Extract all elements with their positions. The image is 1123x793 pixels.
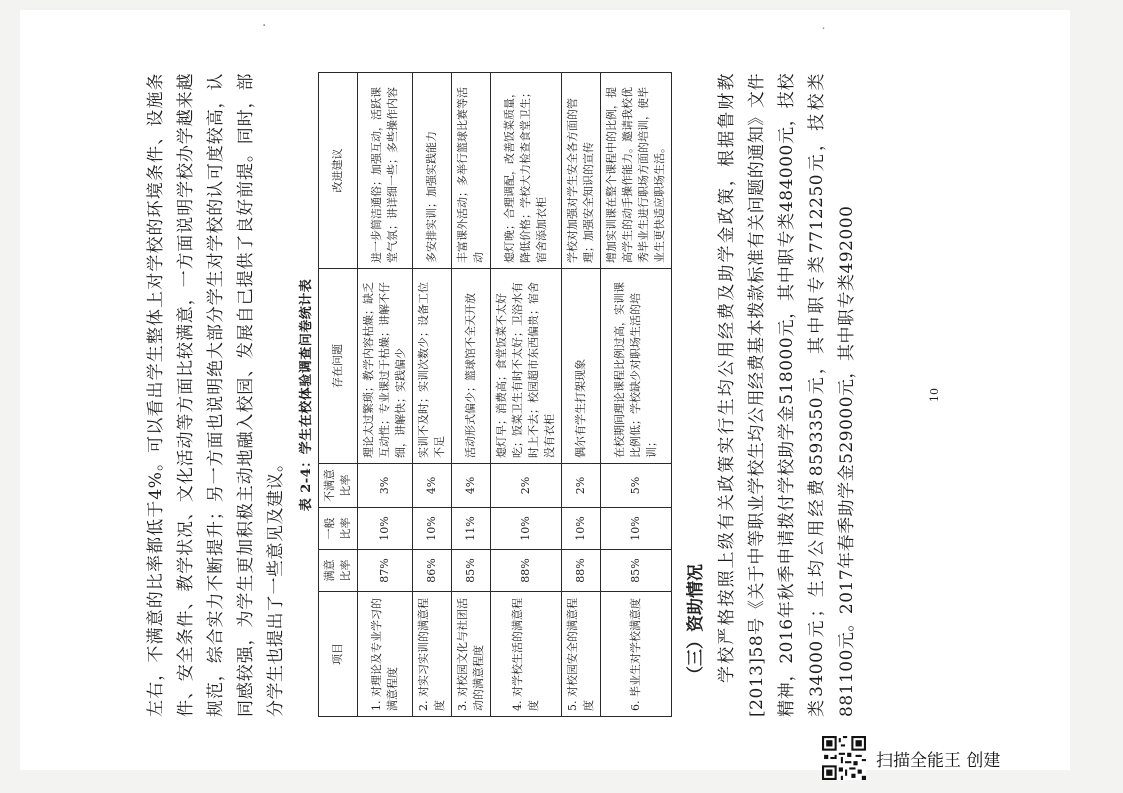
- row-item: 1. 对理论及专业学习的满意程度: [358, 592, 413, 717]
- row-suggestions: 增加实训课在整个课程中的比例，提高学生的动手操作能力。邀请我校优秀毕业生进行职场方面的培训，使毕业生更快适应职场生活。: [601, 73, 672, 269]
- table-header-row: [319, 73, 358, 717]
- header-dissatisfied: 不满意比率: [319, 464, 358, 508]
- header-suggestions: 改进建议: [319, 73, 358, 269]
- row-satisfied: 88%: [562, 550, 601, 592]
- table-row: [452, 73, 491, 717]
- survey-table: [318, 72, 672, 717]
- table-title: 表 2-4：学生在校体验调查问卷统计表: [299, 278, 314, 512]
- row-item: 2. 对实习实训的满意程度: [413, 592, 452, 717]
- row-satisfied: 86%: [413, 550, 452, 592]
- row-neutral: 10%: [491, 508, 562, 550]
- row-dissatisfied: 5%: [601, 464, 672, 508]
- header-satisfied: 满意比率: [319, 550, 358, 592]
- scan-speck: ·: [262, 18, 267, 34]
- table-row: [358, 73, 413, 717]
- header-item: 项目: [319, 592, 358, 717]
- row-suggestions: 熄灯晚；合理调配，改善饭菜质量，降低价格；学校大力检查食堂卫生；宿舍添加衣柜: [491, 73, 562, 269]
- row-satisfied: 88%: [491, 550, 562, 592]
- header-neutral: 一般比率: [319, 508, 358, 550]
- table-row: [562, 73, 601, 717]
- row-item: 6. 毕业生对学校满意度: [601, 592, 672, 717]
- row-satisfied: 85%: [452, 550, 491, 592]
- rotated-document-page: [125, 55, 985, 735]
- row-satisfied: 87%: [358, 550, 413, 592]
- row-dissatisfied: 2%: [562, 464, 601, 508]
- row-dissatisfied: 4%: [413, 464, 452, 508]
- row-problems: 理论太过繁琐；教学内容枯燥；缺乏互动性；专业课过于枯燥；讲解不仔细，讲解快；实践偏少: [358, 269, 413, 464]
- row-problems: 实训不及时；实训次数少；设备工位不足: [413, 269, 452, 464]
- row-neutral: 11%: [452, 508, 491, 550]
- row-suggestions: 学校对加强对学生安全各方面的管理；加强安全知识的宣传: [562, 73, 601, 269]
- row-problems: 偶尔有学生打架现象: [562, 269, 601, 464]
- intro-paragraph: 左右，不满意的比率都低于4%。可以看出学生整体上对学校的环境条件、设施条件、安全条件、教学状况、文化活动等方面比较满意，一方面说明学校办学越来越规范，综合实力不断提升；另一方面也说明绝大部分学生对学校的认可度较高，认同感较强，为学生更加积极主动地融入校园、发展自己提供了良好前提。同时，部分学生也提出了一些意见及建议。: [146, 73, 286, 717]
- table-row: [413, 73, 452, 717]
- row-item: 4. 对学校生活的满意程度: [491, 592, 562, 717]
- page-number: 10: [928, 388, 941, 402]
- row-neutral: 10%: [358, 508, 413, 550]
- section-heading: （三）资助情况: [686, 564, 706, 683]
- qr-code-icon: [822, 736, 866, 780]
- funding-paragraph: 学校严格按照上级有关政策实行生均公用经费及助学金政策，根据鲁财教[2013]58号《关于中等职业学校生均公用经费基本拨款标准有关问题的通知》文件精神，2016年秋季申请拨付学校助学金518000元，其中职专类484000元，技校类34000元；生均公用经费8593350元，其中职专类7712250元，技校类881100元。2017年春季助学金529000元，其中职专类492000: [717, 73, 857, 717]
- header-problems: 存在问题: [319, 269, 358, 464]
- row-dissatisfied: 3%: [358, 464, 413, 508]
- row-neutral: 10%: [413, 508, 452, 550]
- row-satisfied: 85%: [601, 550, 672, 592]
- watermark-text: 扫描全能王 创建: [876, 750, 1001, 771]
- scanner-watermark: [822, 735, 1052, 781]
- scan-speck: ˙: [820, 26, 827, 42]
- row-suggestions: 进一步简洁通俗；加强互动，活跃课堂气氛；讲详细一些；多些操作内容: [358, 73, 413, 269]
- row-problems: 在校期间理论课程比例过高，实训课比例低；学校缺少对职场生活的培训；: [601, 269, 672, 464]
- row-dissatisfied: 4%: [452, 464, 491, 508]
- row-item: 5. 对校园安全的满意程度: [562, 592, 601, 717]
- row-suggestions: 丰富课外活动；多举行篮球比赛等活动: [452, 73, 491, 269]
- table-row: [601, 73, 672, 717]
- table-row: [491, 73, 562, 717]
- row-neutral: 10%: [562, 508, 601, 550]
- row-neutral: 10%: [601, 508, 672, 550]
- row-item: 3. 对校园文化与社团活动的满意程度: [452, 592, 491, 717]
- row-problems: 熄灯早；消费高；食堂饭菜不太好吃；饭菜卫生有时不太好；卫浴水有时上不去；校园超市东西偏贵；宿舍没有衣柜: [491, 269, 562, 464]
- row-dissatisfied: 2%: [491, 464, 562, 508]
- row-suggestions: 多安排实训；加强实践能力: [413, 73, 452, 269]
- row-problems: 活动形式偏少；篮球馆不全天开放: [452, 269, 491, 464]
